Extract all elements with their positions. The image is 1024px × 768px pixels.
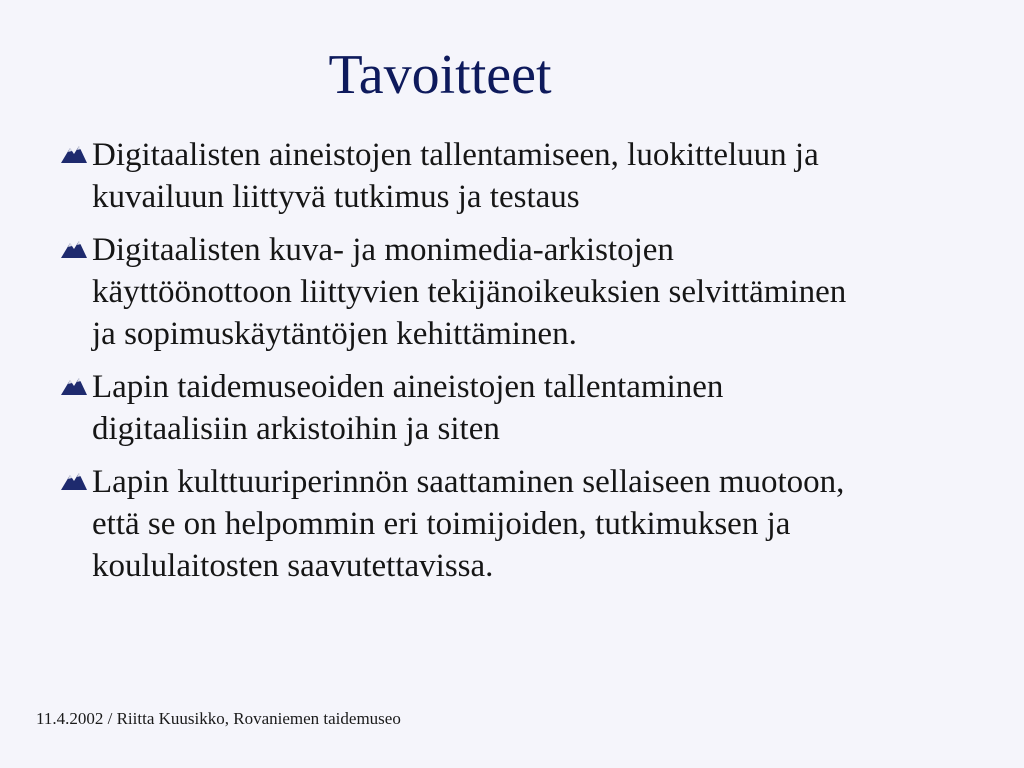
bullet-text: Lapin taidemuseoiden aineistojen tallentaminen digitaalisiin arkistoihin ja siten bbox=[92, 369, 724, 447]
bullet-text: Digitaalisten kuva- ja monimedia-arkistojen käyttöönottoon liittyvien tekijänoikeuksien selvittäminen ja sopimuskäytäntöjen kehittäminen. bbox=[92, 232, 847, 352]
mountain-peaks-icon bbox=[60, 375, 88, 397]
mountain-peaks-icon bbox=[60, 470, 88, 492]
bullet-text: Digitaalisten aineistojen tallentamiseen, luokitteluun ja kuvailuun liittyvä tutkimus ja testaus bbox=[92, 137, 819, 215]
bullet-item bbox=[58, 229, 858, 355]
bullet-list bbox=[58, 134, 858, 598]
mountain-peaks-icon bbox=[60, 143, 88, 165]
mountain-peaks-icon bbox=[60, 238, 88, 260]
slide-footer: 11.4.2002 / Riitta Kuusikko, Rovaniemen taidemuseo bbox=[36, 709, 401, 728]
bullet-item bbox=[58, 366, 858, 450]
bullet-text: Lapin kulttuuriperinnön saattaminen sellaiseen muotoon, että se on helpommin eri toimijoiden, tutkimuksen ja koululaitosten saavutettavissa. bbox=[92, 464, 845, 584]
slide-title: Tavoitteet bbox=[328, 44, 552, 106]
bullet-item bbox=[58, 461, 858, 587]
bullet-item bbox=[58, 134, 858, 218]
